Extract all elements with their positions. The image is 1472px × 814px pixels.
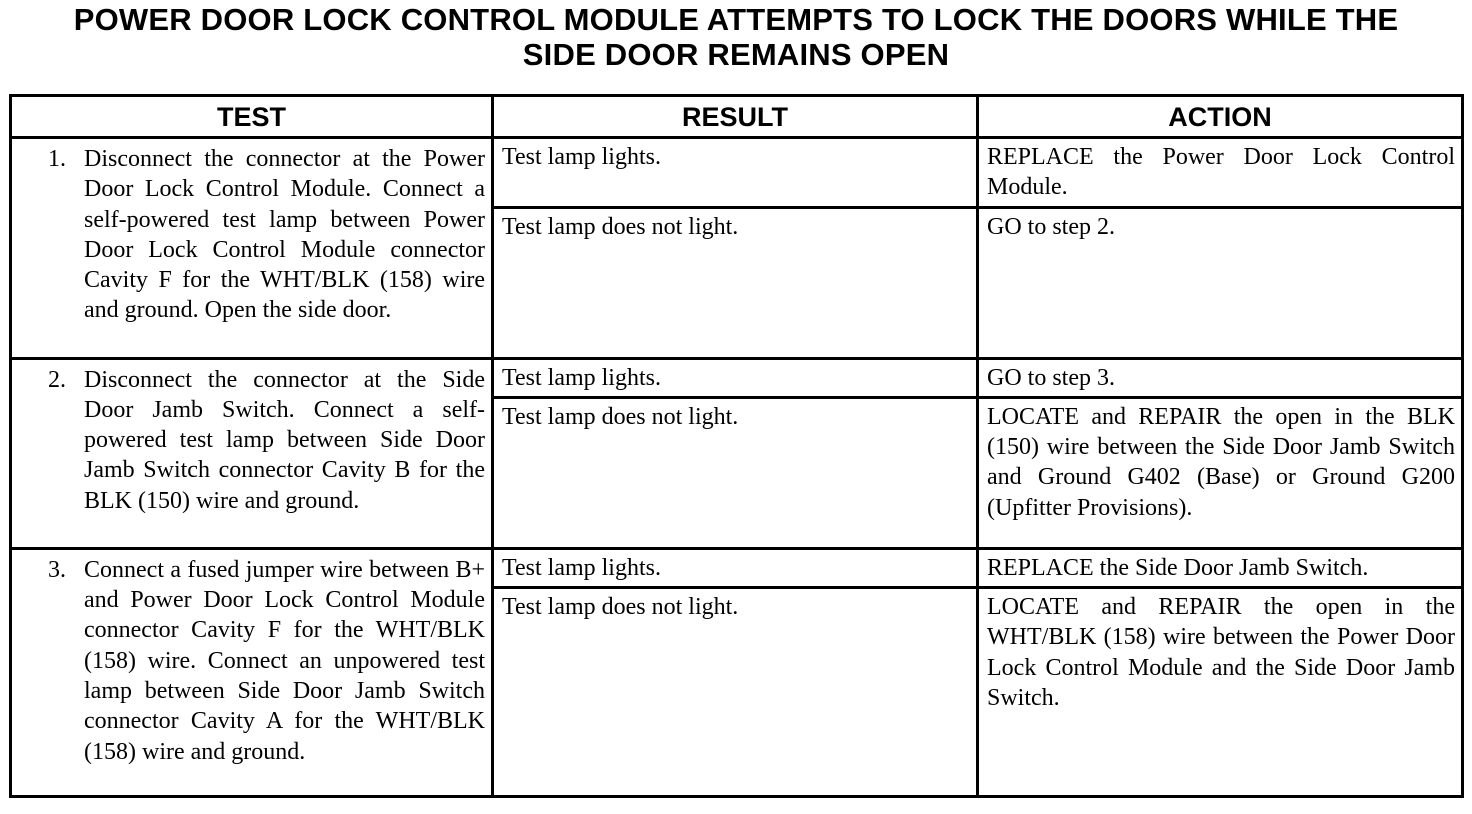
test-cell-step-3 bbox=[11, 548, 493, 796]
result-text: Test lamp does not light. bbox=[502, 403, 739, 430]
action-text: GO to step 2. bbox=[987, 213, 1115, 240]
test-cell-step-2 bbox=[11, 358, 493, 548]
action-text: LOCATE and REPAIR the open in the WHT/BLK (158) wire between the Power Door Lock Control Module and the Side Door Jamb Switch. bbox=[987, 594, 1455, 712]
result-cell bbox=[493, 588, 978, 797]
result-text: Test lamp does not light. bbox=[502, 213, 739, 240]
header-row bbox=[11, 96, 1463, 138]
result-text: Test lamp does not light. bbox=[502, 594, 739, 621]
action-cell bbox=[978, 207, 1463, 358]
result-text: Test lamp lights. bbox=[502, 554, 661, 581]
table-row bbox=[11, 138, 1463, 208]
header-result: RESULT bbox=[493, 96, 978, 138]
action-cell bbox=[978, 588, 1463, 797]
action-cell bbox=[978, 138, 1463, 208]
result-cell bbox=[493, 548, 978, 587]
title-line-2: SIDE DOOR REMAINS OPEN bbox=[522, 37, 950, 72]
action-cell bbox=[978, 358, 1463, 397]
page-title bbox=[0, 2, 1472, 72]
result-text: Test lamp lights. bbox=[502, 364, 661, 391]
title-line-1: POWER DOOR LOCK CONTROL MODULE ATTEMPTS TO LOCK THE DOORS WHILE THE bbox=[73, 2, 1399, 37]
result-text: Test lamp lights. bbox=[502, 144, 661, 170]
action-text: REPLACE the Side Door Jamb Switch. bbox=[987, 554, 1369, 581]
step-number: 2. bbox=[48, 366, 66, 393]
action-text: LOCATE and REPAIR the open in the BLK (150) wire between the Side Door Jamb Switch and Ground G402 (Base) or Ground G200 (Upfitter Provisions). bbox=[987, 403, 1455, 521]
step-number: 3. bbox=[48, 556, 66, 583]
action-cell bbox=[978, 397, 1463, 548]
result-cell bbox=[493, 358, 978, 397]
test-text: Connect a fused jumper wire between B+ and Power Door Lock Control Module connector Cavity F for the WHT/BLK (158) wire. Connect an unpowered test lamp between Side Door Jamb Switch connector Cavity A for the WHT/BLK (158) wire and ground. bbox=[84, 556, 485, 765]
action-cell bbox=[978, 548, 1463, 587]
test-cell-step-1 bbox=[11, 138, 493, 359]
step-number: 1. bbox=[48, 146, 66, 172]
action-text: REPLACE the Power Door Lock Control Module. bbox=[987, 144, 1455, 201]
result-cell bbox=[493, 138, 978, 208]
diagnostic-table bbox=[9, 94, 1464, 798]
header-action: ACTION bbox=[978, 96, 1463, 138]
header-test: TEST bbox=[11, 96, 493, 138]
test-text: Disconnect the connector at the Side Door Jamb Switch. Connect a self-powered test lamp between Side Door Jamb Switch connector Cavity B for the BLK (150) wire and ground. bbox=[84, 366, 485, 514]
test-text: Disconnect the connector at the Power Door Lock Control Module. Connect a self-powered test lamp between Power Door Lock Control Module connector Cavity F for the WHT/BLK (158) wire and ground. Open the side door. bbox=[84, 146, 485, 324]
table-row bbox=[11, 358, 1463, 397]
action-text: GO to step 3. bbox=[987, 364, 1115, 391]
table-row bbox=[11, 548, 1463, 587]
result-cell bbox=[493, 207, 978, 358]
result-cell bbox=[493, 397, 978, 548]
